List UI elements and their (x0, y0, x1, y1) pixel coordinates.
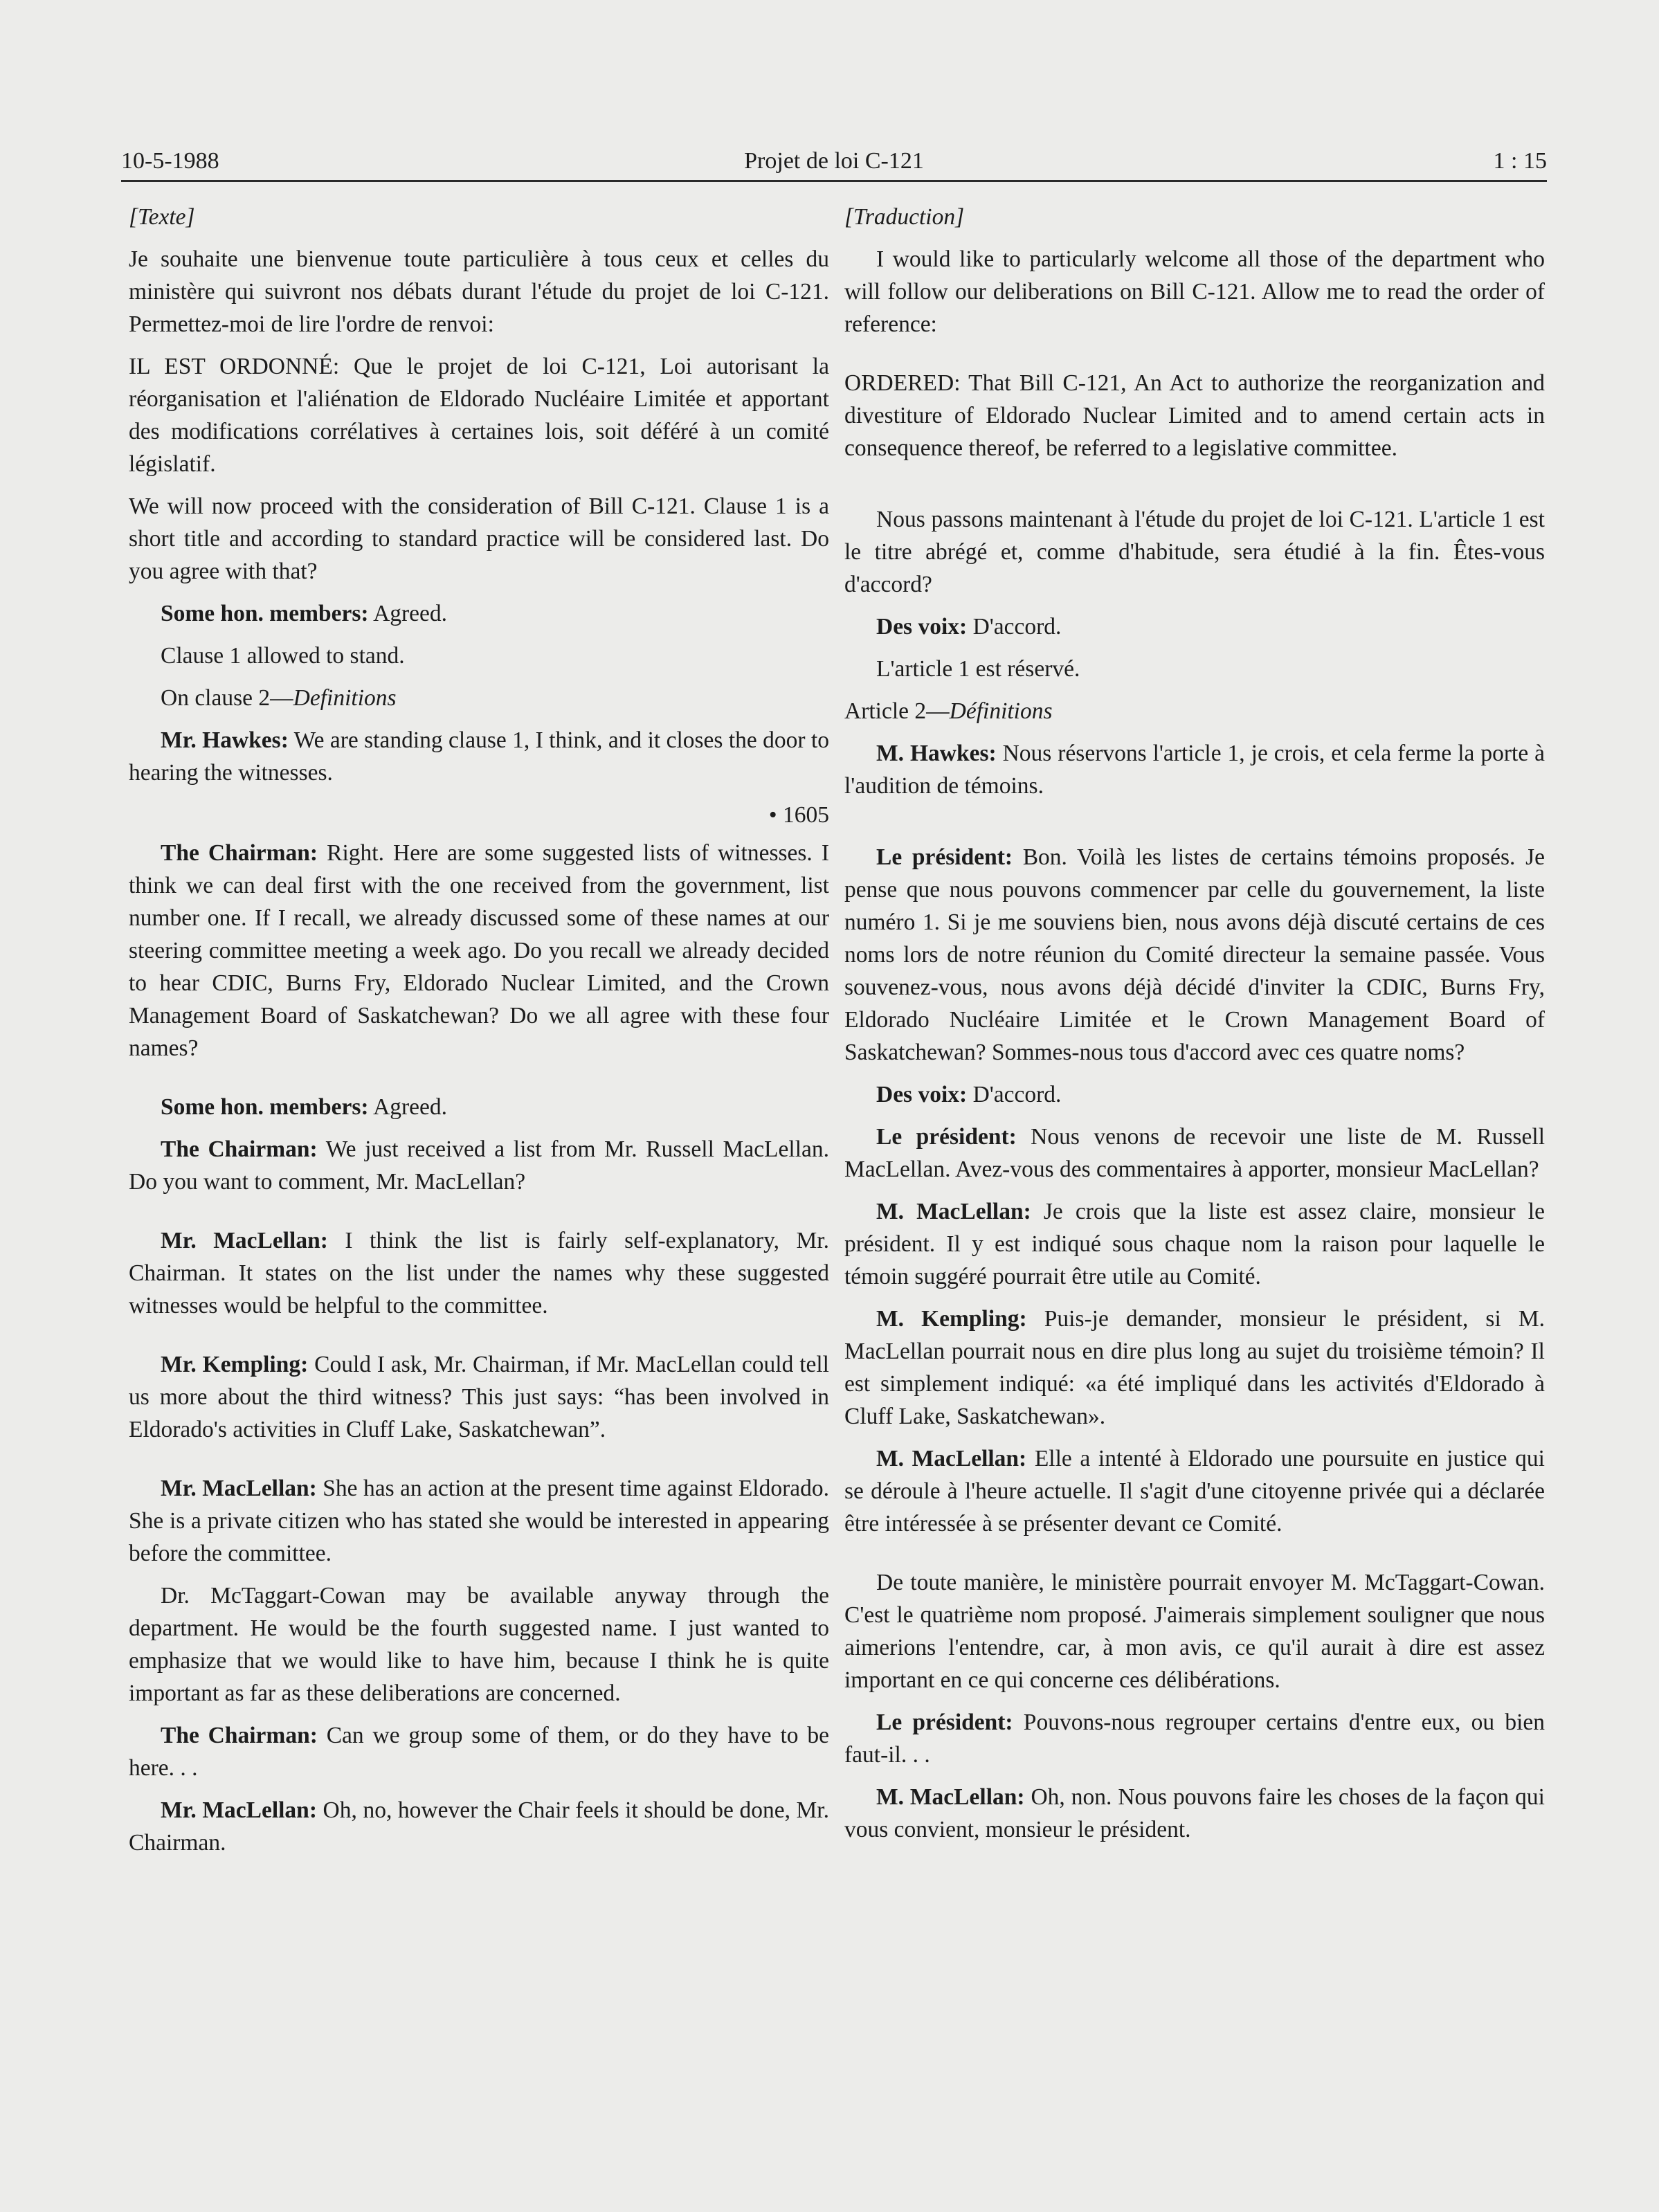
time-stamp: • 1605 (768, 802, 829, 828)
speaker: Le président: (876, 1124, 1017, 1150)
running-header (121, 138, 1547, 182)
speech: M. Kempling: Puis-je demander, monsieur le président, si M. MacLellan pourrait nous en dire plus long au sujet du troisième témoin? Il est simplement indiqué: «a été impliqué dans les activités d'Eldorado à Cluff Lake, Saskatchewan». (844, 1306, 1545, 1429)
speech: Mr. MacLellan: She has an action at the present time against Eldorado. She is a private citizen who has stated she would be interested in appearing before the committee. (129, 1476, 829, 1566)
paragraph: De toute manière, le ministère pourrait envoyer M. McTaggart-Cowan. C'est le quatrième nom proposé. J'aimerais simplement souligner que nous aimerions l'entendre, car, à mon avis, ce qu'il aurait à dire est assez important en ce qui concerne ces délibérations. (844, 1570, 1545, 1693)
header-page-number: 1 : 15 (1493, 148, 1547, 174)
speech: Le président: Pouvons-nous regrouper certains d'entre eux, ou bien faut-il. . . (844, 1710, 1545, 1768)
speech: The Chairman: Can we group some of them, or do they have to be here. . . (129, 1723, 829, 1781)
speech: Mr. MacLellan: Oh, no, however the Chair feels it should be done, Mr. Chairman. (129, 1797, 829, 1856)
speech: Some hon. members: Agreed. (161, 1094, 448, 1120)
speech: Mr. MacLellan: I think the list is fairly self-explanatory, Mr. Chairman. It states on the list under the names why these suggested witnesses would be helpful to the committee. (129, 1228, 829, 1318)
section-label: [Texte] (129, 204, 195, 230)
paragraph: Dr. McTaggart-Cowan may be available anyway through the department. He would be the fourth suggested name. I just wanted to emphasize that we would like to have him, because I think he is quite important as far as these deliberations are concerned. (129, 1583, 829, 1706)
header-title: Projet de loi C-121 (744, 148, 924, 174)
speech: Des voix: D'accord. (876, 614, 1062, 640)
speech: Le président: Nous venons de recevoir une liste de M. Russell MacLellan. Avez-vous des commentaires à apporter, monsieur MacLellan? (844, 1124, 1545, 1182)
speech: Some hon. members: Agreed. (161, 601, 448, 626)
speaker: Le président: (876, 1710, 1013, 1735)
order-of-reference: IL EST ORDONNÉ: Que le projet de loi C-121, Loi autorisant la réorganisation et l'aliénation de Eldorado Nucléaire Limitée et apportant des modifications corrélatives à certaines lois, soit déféré à un comité législatif. (129, 354, 829, 477)
speech: M. MacLellan: Je crois que la liste est assez claire, monsieur le président. Il y est indiqué sous chaque nom la raison pour laquelle le témoin suggéré pourrait être utile au Comité. (844, 1199, 1545, 1289)
speaker: Le président: (876, 844, 1013, 870)
speech: The Chairman: We just received a list from Mr. Russell MacLellan. Do you want to comment, Mr. MacLellan? (129, 1136, 829, 1195)
paragraph: L'article 1 est réservé. (876, 656, 1080, 682)
speaker: Mr. Hawkes: (161, 727, 289, 753)
speech: The Chairman: Right. Here are some suggested lists of witnesses. I think we can deal first with the one received from the government, list number one. If I recall, we already discussed some of these names at our steering committee meeting a week ago. Do you recall we already decided to hear CDIC, Burns Fry, Eldorado Nuclear Limited, and the Crown Management Board of Saskatchewan? Do we all agree with these four names? (129, 840, 829, 1061)
speaker: M. Hawkes: (876, 741, 997, 766)
speech: Mr. Kempling: Could I ask, Mr. Chairman, if Mr. MacLellan could tell us more about the third witness? This just says: “has been involved in Eldorado's activities in Cluff Lake, Saskatchewan”. (129, 1352, 829, 1442)
paragraph: Clause 1 allowed to stand. (161, 643, 405, 669)
left-column (129, 201, 829, 1869)
speaker: M. Kempling: (876, 1306, 1027, 1332)
speaker: Des voix: (876, 1082, 968, 1107)
speaker: M. MacLellan: (876, 1199, 1031, 1224)
speaker: Mr. MacLellan: (161, 1228, 328, 1253)
paragraph: I would like to particularly welcome all those of the department who will follow our deliberations on Bill C-121. Allow me to read the order of reference: (844, 246, 1545, 337)
section-label: [Traduction] (844, 204, 965, 230)
speech: M. Hawkes: Nous réservons l'article 1, je crois, et cela ferme la porte à l'audition de témoins. (844, 741, 1545, 799)
header-date: 10-5-1988 (121, 148, 219, 174)
speaker: The Chairman: (161, 840, 318, 866)
speaker: Mr. MacLellan: (161, 1476, 317, 1501)
speaker: Some hon. members: (161, 601, 369, 626)
speaker: Des voix: (876, 614, 968, 640)
order-of-reference: ORDERED: That Bill C-121, An Act to authorize the reorganization and divestiture of Eldorado Nuclear Limited and to amend certain acts in consequence thereof, be referred to a legislative committee. (844, 370, 1545, 461)
speaker: M. MacLellan: (876, 1784, 1025, 1810)
clause-heading: On clause 2—Definitions (161, 685, 397, 711)
paragraph: Je souhaite une bienvenue toute particulière à tous ceux et celles du ministère qui suivront nos débats durant l'étude du projet de loi C-121. Permettez-moi de lire l'ordre de renvoi: (129, 246, 829, 337)
speech: M. MacLellan: Elle a intenté à Eldorado une poursuite en justice qui se déroule à l'heure actuelle. Il s'agit d'une citoyenne privée qui a déclarée être intéressée à se présenter devant ce Comité. (844, 1446, 1545, 1536)
speech: Le président: Bon. Voilà les listes de certains témoins proposés. Je pense que nous pouvons commencer par celle du gouvernement, la liste numéro 1. Si je me souviens bien, nous avons déjà discuté certains de ces noms lors de notre réunion du Comité directeur la semaine passée. Vous souvenez-vous, nous avons déjà décidé d'inviter la CDIC, Burns Fry, Eldorado Nucléaire Limitée et le Crown Management Board of Saskatchewan? Sommes-nous tous d'accord avec ces quatre noms? (844, 844, 1545, 1065)
speaker: Mr. MacLellan: (161, 1797, 317, 1823)
paragraph: Nous passons maintenant à l'étude du projet de loi C-121. L'article 1 est le titre abrégé et, comme d'habitude, sera étudié à la fin. Êtes-vous d'accord? (844, 507, 1545, 597)
speech: Mr. Hawkes: We are standing clause 1, I think, and it closes the door to hearing the witnesses. (129, 727, 830, 786)
speaker: Mr. Kempling: (161, 1352, 309, 1377)
right-column (844, 201, 1545, 1856)
speaker: M. MacLellan: (876, 1446, 1027, 1471)
speech: M. MacLellan: Oh, non. Nous pouvons faire les choses de la façon qui vous convient, monsieur le président. (844, 1784, 1545, 1842)
clause-heading: Article 2—Définitions (844, 698, 1053, 724)
speaker: The Chairman: (161, 1136, 318, 1162)
speech: Des voix: D'accord. (876, 1082, 1062, 1107)
paragraph: We will now proceed with the consideration of Bill C-121. Clause 1 is a short title and according to standard practice will be considered last. Do you agree with that? (129, 493, 829, 584)
speaker: The Chairman: (161, 1723, 318, 1748)
speaker: Some hon. members: (161, 1094, 369, 1120)
